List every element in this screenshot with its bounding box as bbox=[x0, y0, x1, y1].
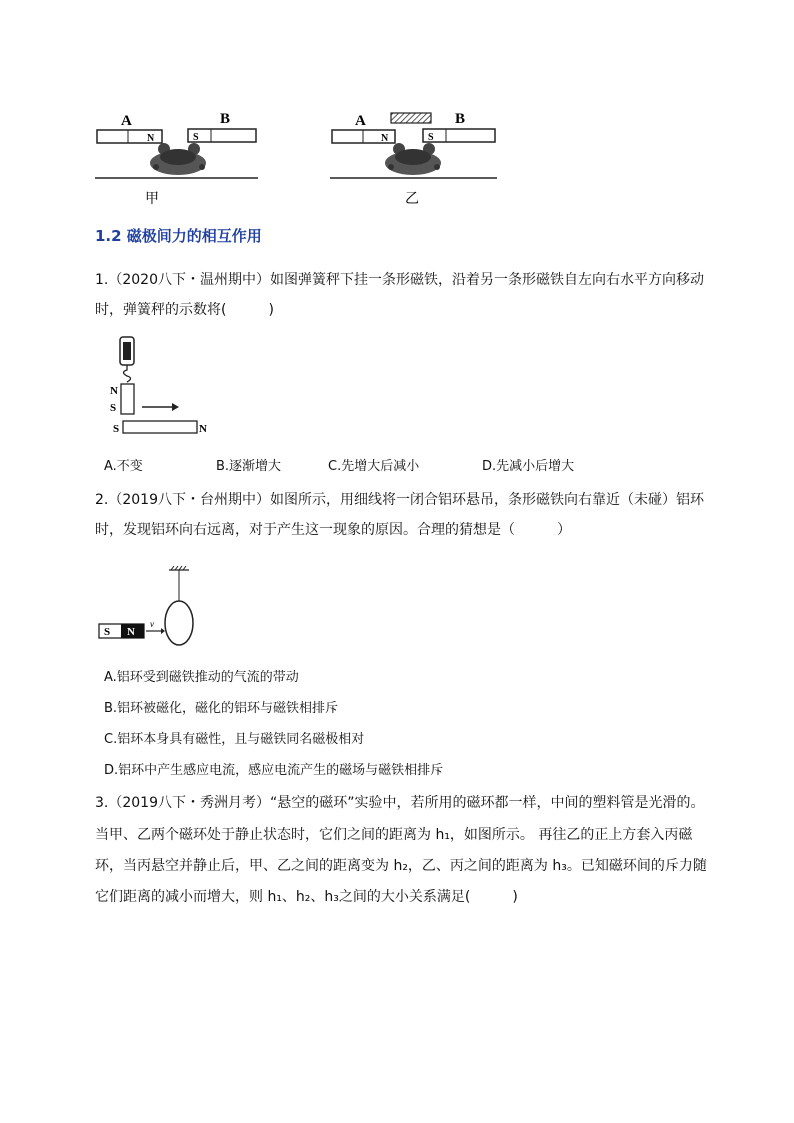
magnet-pole-n: N bbox=[127, 626, 135, 638]
bottom-magnet-pole-n: N bbox=[199, 423, 207, 435]
velocity-label: v bbox=[150, 619, 154, 629]
q3-stem-line-1: 3.（2019八下・秀洲月考）“悬空的磁环”实验中，若所用的磁环都一样，中间的塑料管是光滑的。 bbox=[95, 795, 705, 811]
q1-option-b[interactable]: B.逐渐增大 bbox=[216, 459, 282, 474]
fig-jia-label-b: B bbox=[220, 111, 231, 127]
q1-option-c[interactable]: C.先增大后减小 bbox=[328, 459, 420, 474]
q1-figure bbox=[106, 332, 216, 444]
fig-yi-label-a: A bbox=[355, 113, 366, 129]
fig-yi-iron-filings bbox=[385, 143, 441, 175]
hanging-magnet-pole-s: S bbox=[110, 402, 117, 414]
fig-jia-caption: 甲 bbox=[145, 192, 159, 207]
q1-option-a[interactable]: A.不变 bbox=[104, 459, 143, 474]
hanging-magnet-pole-n: N bbox=[110, 385, 118, 397]
q2-option-d[interactable]: D.铝环中产生感应电流，感应电流产生的磁场与磁铁相排斥 bbox=[104, 763, 444, 778]
q2-stem-line-1: 2.（2019八下・台州期中）如图所示，用细线将一闭合铝环悬吊，条形磁铁向右靠近（未碰）铝环 bbox=[95, 492, 704, 508]
fig-yi-pole-s: S bbox=[428, 132, 434, 143]
figure-yi bbox=[327, 105, 507, 210]
q3-stem-line-2: 当甲、乙两个磁环处于静止状态时，它们之间的距离为 h₁，如图所示。 再往乙的正上方套入丙磁 bbox=[95, 827, 693, 843]
q1-option-d[interactable]: D.先减小后增大 bbox=[482, 459, 575, 474]
q2-option-b[interactable]: B.铝环被磁化，磁化的铝环与磁铁相排斥 bbox=[104, 701, 339, 716]
q3-stem-line-3: 环，当丙悬空并静止后，甲、乙之间的距离变为 h₂，乙、丙之间的距离为 h₃。已知磁环间的斥力随 bbox=[95, 858, 707, 874]
bottom-magnet-pole-s: S bbox=[113, 423, 120, 435]
q2-option-a[interactable]: A.铝环受到磁铁推动的气流的带动 bbox=[104, 670, 299, 685]
q2-figure bbox=[95, 565, 205, 655]
q2-stem-line-2: 时，发现铝环向右远离，对于产生这一现象的原因。合理的猜想是（ ） bbox=[95, 522, 571, 538]
fig-jia-pole-n: N bbox=[147, 133, 155, 144]
aluminum-ring bbox=[165, 601, 193, 645]
hanging-magnet bbox=[121, 384, 134, 414]
fig-yi-pole-n: N bbox=[381, 133, 389, 144]
section-title: 1.2 磁极间力的相互作用 bbox=[95, 227, 262, 245]
figure-jia bbox=[90, 105, 270, 210]
q3-stem-line-4: 它们距离的减小而增大，则 h₁、h₂、h₃之间的大小关系满足( ) bbox=[95, 889, 518, 905]
q1-stem-line-2: 时，弹簧秤的示数将( ) bbox=[95, 302, 274, 318]
magnet-pole-s: S bbox=[104, 626, 111, 638]
fig-yi-label-b: B bbox=[455, 111, 466, 127]
fig-jia-iron-filings bbox=[150, 143, 206, 175]
fig-jia-pole-s: S bbox=[193, 132, 199, 143]
fig-yi-iron-bar bbox=[391, 113, 431, 123]
fig-yi-caption: 乙 bbox=[405, 192, 419, 207]
q2-option-c[interactable]: C.铝环本身具有磁性，且与磁铁同名磁极相对 bbox=[104, 732, 365, 747]
fig-jia-label-a: A bbox=[121, 113, 132, 129]
q1-stem-line-1: 1.（2020八下・温州期中）如图弹簧秤下挂一条形磁铁，沿着另一条形磁铁自左向右水平方向移动 bbox=[95, 272, 704, 288]
fig-yi-magnet-b bbox=[423, 129, 495, 142]
bottom-bar-magnet bbox=[123, 421, 197, 433]
